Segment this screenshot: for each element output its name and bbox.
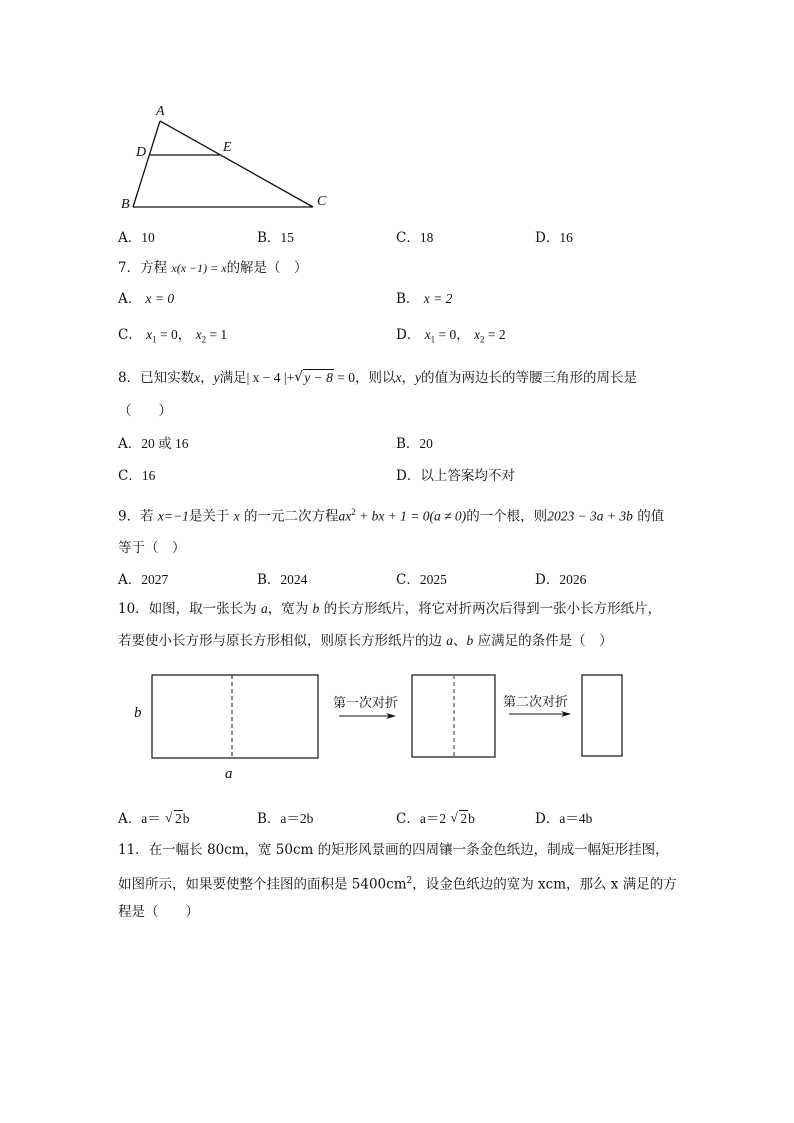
label-side-a: a [225,766,233,782]
q11-stem-line1: 11．在一幅长 80cm，宽 50cm 的矩形风景画的四周镶一条金色纸边，制成一幅矩形挂图， [118,842,669,858]
q9-option-c[interactable]: C．2025 [396,572,447,588]
q7-option-d[interactable]: D． $x_1 = 0$， $x_2 = 2$ [396,327,506,345]
q6-option-c[interactable]: C．18 [396,230,434,246]
q7-option-c[interactable]: C． $x_1 = 0$， $x_2 = 1$ [118,327,228,345]
q9-stem-line2: 等于（ ） [118,540,186,556]
label-point-a: A [156,104,165,119]
step2-label: 第二次对折 [503,695,569,710]
q8-answer-paren: （ ） [118,403,172,419]
q8-stem: 8．已知实数x，y满足| x − 4 |+ √ y − 8 = 0，则以x，y的值为两边长的等腰三角形的周长是 [118,369,637,387]
q10-stem-line2: 若要使小长方形与原长方形相似，则原长方形纸片的边 a、b 应满足的条件是（ ） [118,633,613,649]
label-side-b: b [134,705,142,721]
q6-option-a[interactable]: A．10 [118,230,155,246]
q10-option-c[interactable]: C．a＝2 √ 2b [396,810,475,828]
sqrt-symbol: √ y − 8 [294,369,334,387]
q9-stem: 9．若 x=−1是关于 x 的一元二次方程$ax^2$ + bx + 1 = 0(a ≠ 0)的一个根，则2023 − 3a + 3b 的值 [118,507,665,525]
q9-option-b[interactable]: B．2024 [257,572,308,588]
q10-stem-line1: 10．如图，取一张长为 a，宽为 b 的长方形纸片，将它对折两次后得到一张小长方形纸片， [118,601,662,617]
step1-label: 第一次对折 [333,696,399,711]
sqrt-symbol: √ 2 [165,810,183,828]
label-point-b: B [121,197,130,212]
q7-option-a[interactable]: A． x = 0 [118,291,175,307]
q10-option-d[interactable]: D．a＝4b [535,811,593,827]
q10-option-a[interactable]: A．a＝ √ 2b [118,810,190,828]
q7-stem: 7．方程 x(x −1) = x的解是（ ） [118,260,308,276]
sqrt-symbol: √ 2 [450,810,468,828]
q11-stem-line3: 程是（ ） [118,904,199,920]
label-point-d: D [136,145,147,160]
q7-equation: x(x −1) = x [171,261,227,275]
q11-stem-line2: 如图所示，如果要使整个挂图的面积是 $5400cm^2$，设金色纸边的宽为 xcm，那么 x 满足的方 [118,876,677,893]
q6-option-b[interactable]: B．15 [257,230,294,246]
q8-option-a[interactable]: A．20 或 16 [118,436,189,452]
label-point-c: C [317,194,327,209]
q9-option-a[interactable]: A．2027 [118,572,169,588]
q8-option-c[interactable]: C．16 [118,468,156,484]
label-point-e: E [223,140,232,155]
q10-option-b[interactable]: B．a＝2b [257,811,314,827]
q7-option-b[interactable]: B． x = 2 [396,291,453,307]
q6-option-d[interactable]: D．16 [535,230,573,246]
q8-option-b[interactable]: B．20 [396,436,433,452]
q9-option-d[interactable]: D．2026 [535,572,587,588]
q8-option-d[interactable]: D．以上答案均不对 [396,468,515,484]
q8-abs-expression: | x − 4 | [246,370,287,385]
